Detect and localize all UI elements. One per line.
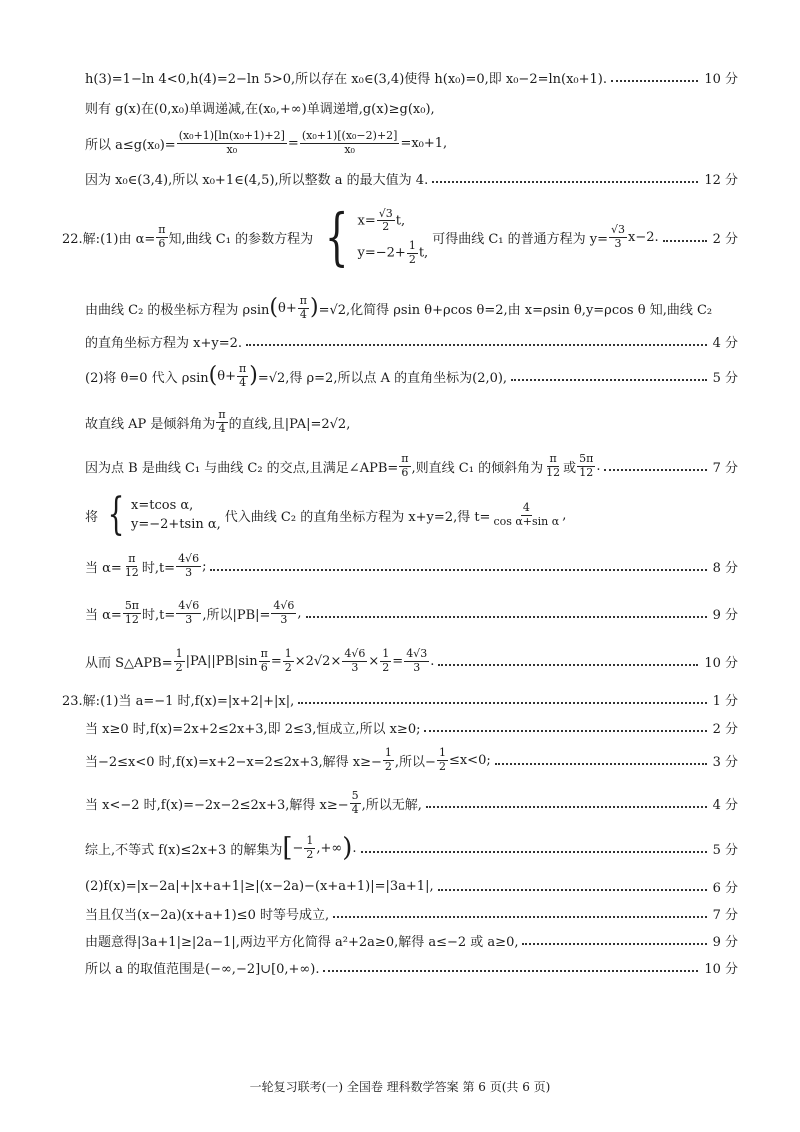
q23-case-x-lt-neg2: 当 x<−2 时,f(x)=−2x−2≤2x+3,解得 x≥− $\frac{5}{4}$ ,所以无解, 4 分 [85,788,738,816]
leader-dots [306,616,707,618]
fraction: $\frac{\pi}{12}$ [546,451,561,479]
fraction: $\frac{1}{2}$ [284,646,292,674]
q22-alpha-pi12: 当 α= $\frac{\pi}{12}$ 时,t= $\frac{4√6}{3}$ ; 8 分 [85,551,738,579]
fraction: $\frac{\text{(x₀+1)[ln(x₀+1)+2]}}{\text{x₀}}$ [178,128,285,156]
fraction: $\frac{√3}{2}$ [378,206,393,234]
equation-system: { x=tcos α, y=−2+tsin α, [107,489,221,540]
left-brace: { [324,200,349,273]
fraction: $\frac{1}{2}$ [382,646,390,674]
fraction: $\frac{4√6}{3}$ [178,598,200,626]
score: 10 分 [704,71,738,87]
score: 10 分 [704,655,738,671]
q23-equality-condition: 当且仅当(x−2a)(x+a+1)≤0 时等号成立, 7 分 [85,902,738,924]
line-monotonic: 则有 g(x)在(0,x₀)单调递减,在(x₀,+∞)单调递增,g(x)≥g(x₀), [85,101,435,117]
score: 4 分 [712,335,738,351]
score: 2 分 [712,231,738,247]
fraction: $\frac{\pi}{4}$ [299,293,307,321]
q23-square: 由题意得|3a+1|≥|2a−1|,两边平方化简得 a²+2a≥0,解得 a≤−2 或 a≥0, 9 分 [85,929,738,951]
fraction: $\frac{4√6}{3}$ [344,646,366,674]
fraction: $\frac{4√3}{3}$ [406,646,428,674]
q23-case-x-ge-0: 当 x≥0 时,f(x)=2x+2≤2x+3,即 2≤3,恒成立,所以 x≥0; 2 分 [85,716,738,738]
leader-dots [511,379,707,381]
score: 7 分 [712,460,738,476]
q22-polar: 由曲线 C₂ 的极坐标方程为 ρsin ( θ+ $\frac{\pi}{4}$ ) =√2,化简得 ρsin θ+ρcos θ=2,由 x=ρsin θ,y=ρcos θ 知,曲线 C₂ [85,293,713,321]
question-label: 22.解: [62,231,101,247]
leader-dots [424,730,706,732]
leader-dots [361,851,707,853]
q23-part1: 23.解: (1)当 a=−1 时,f(x)=|x+2|+|x|, 1 分 [62,688,738,710]
q22-part2: (2)将 θ=0 代入 ρsin ( θ+ $\frac{\pi}{4}$ ) =√2,得 ρ=2,所以点 A 的直角坐标为(2,0), 5 分 [85,361,738,389]
fraction: $\frac{\pi}{12}$ [124,551,139,579]
q23-range: 所以 a 的取值范围是(−∞,−2]∪[0,+∞). 10 分 [85,956,738,978]
fraction: $\frac{\pi}{6}$ [260,646,268,674]
q22-substitute: 将 { x=tcos α, y=−2+tsin α, 代入曲线 C₂ 的直角坐标方程为 x+y=2,得 t= $\frac{4}{\text{cos α+sin α}}$ , [85,489,567,540]
fraction: $\frac{4√6}{3}$ [273,598,295,626]
q22-line-ap: 故直线 AP 是倾斜角为 $\frac{\pi}{4}$ 的直线,且|PA|=2√2, [85,407,351,435]
q22-c2-cartesian: 的直角坐标方程为 x+y=2. 4 分 [85,330,738,352]
q22-part1: 22.解: (1)由 α= $\frac{\pi}{6}$ 知,曲线 C₁ 的参数方程为 { x= $\frac{√3}{2}$ t, y=−2+ $\frac{1}{2}$ t, 可得曲线 C₁ 的普通方程为 y= $\frac{√3}{3}$ x−2. 2 分 [62,200,738,273]
question-label: 23.解: [62,693,101,709]
score: 6 分 [712,880,738,896]
score: 4 分 [712,797,738,813]
fraction: $\frac{\pi}{4}$ [238,361,247,389]
fraction: $\frac{1}{2}$ [175,646,183,674]
leader-dots [246,344,707,346]
fraction: $\frac{\pi}{4}$ [218,407,226,435]
fraction: $\frac{\pi}{6}$ [158,222,166,250]
equation-system: { x= $\frac{√3}{2}$ t, y=−2+ $\frac{1}{2}$ t, [324,200,429,273]
score: 2 分 [712,721,738,737]
leader-dots [438,664,698,666]
score: 10 分 [704,961,738,977]
leader-dots [522,943,706,945]
score: 8 分 [712,560,738,576]
score: 9 分 [712,934,738,950]
score: 5 分 [712,370,738,386]
score: 1 分 [712,693,738,709]
q22-alpha-5pi12: 当 α= $\frac{5\pi}{12}$ 时,t= $\frac{4√6}{3}$ ,所以|PB|= $\frac{4√6}{3}$ , 9 分 [85,598,738,626]
leader-dots [611,80,698,82]
leader-dots [426,806,707,808]
fraction: $\frac{\text{(x₀+1)[(x₀−2)+2]}}{\text{x₀}}$ [301,128,398,156]
leader-dots [604,469,706,471]
fraction: $\frac{√3}{3}$ [610,222,625,250]
leader-dots [663,240,707,242]
fraction: $\frac{1}{2}$ [408,239,416,266]
score: 12 分 [704,172,738,188]
score: 9 分 [712,607,738,623]
leader-dots [438,889,707,891]
left-brace: { [107,489,125,540]
leader-dots [333,916,706,918]
score: 7 分 [712,907,738,923]
fraction: $\frac{1}{2}$ [384,745,392,773]
q22-point-b: 因为点 B 是曲线 C₁ 与曲线 C₂ 的交点,且满足∠APB= $\frac{\pi}{6}$ ,则直线 C₁ 的倾斜角为 $\frac{\pi}{12}$ 或 $\frac{5\pi}{12}$ . 7 分 [85,451,738,479]
fraction: $\frac{5\pi}{12}$ [579,451,594,479]
q23-part2: (2)f(x)=|x−2a|+|x+a+1|≥|(x−2a)−(x+a+1)|=|3a+1|, 6 分 [85,878,738,896]
score: 3 分 [712,754,738,770]
fraction: $\frac{1}{2}$ [438,745,446,773]
score: 5 分 [712,842,738,858]
fraction: $\frac{4√6}{3}$ [178,551,200,579]
leader-dots [298,702,706,704]
line-h3-h4: h(3)=1−ln 4<0,h(4)=2−ln 5>0,所以存在 x₀∈(3,4)使得 h(x₀)=0,即 x₀−2=ln(x₀+1). 10 分 [85,66,738,88]
line-a-le-g: 所以 a≤g(x₀)= $\frac{\text{(x₀+1)[ln(x₀+1)+2]}}{\text{x₀}}$ = $\frac{\text{(x₀+1)[(x₀−2)+2]}}{\text{x₀}}$ =x₀+1, [85,128,448,156]
q22-area: 从而 S△APB= $\frac{1}{2}$ |PA||PB|sin $\frac{\pi}{6}$ = $\frac{1}{2}$ ×2√2× $\frac{4√6}{3}$ × $\frac{1}{2}$ = $\frac{4√3}{3}$ . 10 分 [85,646,738,674]
leader-dots [210,569,706,571]
page-footer: 一轮复习联考(一) 全国卷 理科数学答案 第 6 页(共 6 页) [249,1080,551,1094]
leader-dots [432,181,698,183]
fraction: $\frac{4}{\text{cos α+sin α}}$ [493,500,560,528]
leader-dots [323,970,698,972]
q23-case-middle: 当−2≤x<0 时,f(x)=x+2−x=2≤2x+3,解得 x≥− $\frac{1}{2}$ ,所以− $\frac{1}{2}$ ≤x<0; 3 分 [85,745,738,773]
leader-dots [495,763,707,765]
fraction: $\frac{5}{4}$ [351,788,359,816]
fraction: $\frac{\pi}{6}$ [401,451,409,479]
fraction: $\frac{1}{2}$ [306,833,314,861]
line-max-a: 因为 x₀∈(3,4),所以 x₀+1∈(4,5),所以整数 a 的最大值为 4. 12 分 [85,167,738,189]
fraction: $\frac{5\pi}{12}$ [124,598,140,626]
q23-solution-set: 综上,不等式 f(x)≤2x+3 的解集为 [ − $\frac{1}{2}$ ,+∞ ) . 5 分 [85,833,738,863]
